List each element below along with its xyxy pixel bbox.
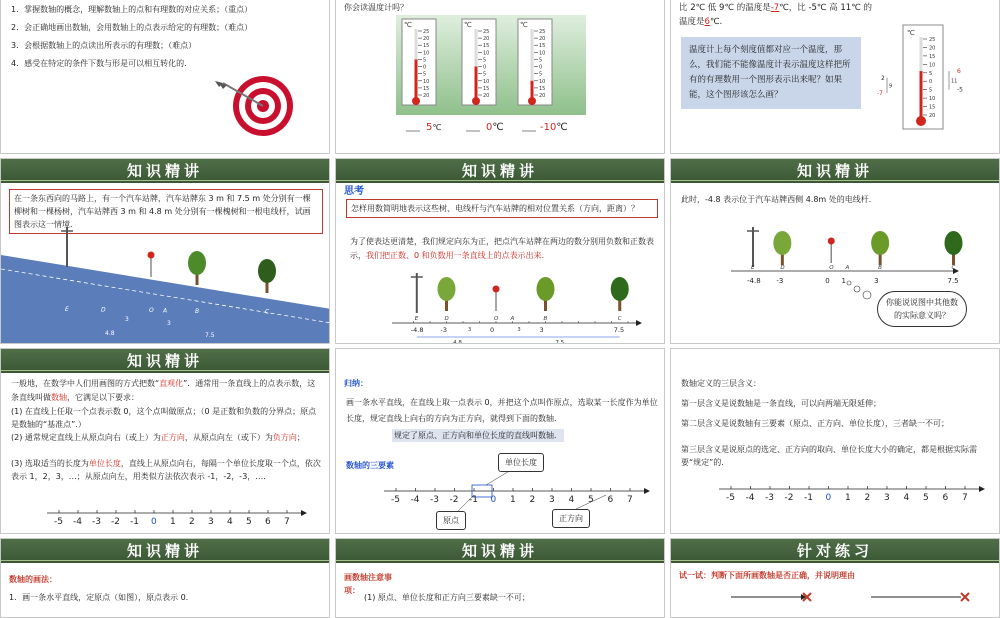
section-banner: 知识精讲: [671, 159, 999, 183]
mercury: [475, 67, 478, 99]
tick-label: 5: [246, 517, 252, 527]
mark-label: 9: [889, 83, 893, 90]
point-label: O: [829, 265, 834, 271]
slide-road-problem[interactable]: [0, 158, 330, 344]
objective-2: 2．会正确地画出数轴，会用数轴上的点表示给定的有理数；（难点）: [11, 23, 253, 32]
road-point-label: C: [265, 308, 270, 316]
tree-icon: [438, 277, 456, 301]
tick-label: -4: [73, 517, 82, 527]
tick-label: 0: [825, 277, 830, 285]
tree-icon: [611, 277, 629, 301]
bus-stop-sign-icon: [148, 252, 155, 259]
span-label: 3: [517, 327, 521, 333]
thermometer-body: [903, 25, 943, 129]
tree-icon: [871, 231, 889, 255]
objective-3: 3．会根据数轴上的点读出所表示的有理数；（难点）: [11, 41, 197, 50]
tick-label: 20: [483, 93, 490, 99]
objective-1: 1．掌握数轴的概念，理解数轴上的点和有理数的对应关系；（重点）: [11, 5, 253, 14]
road-point-label: E: [65, 306, 69, 313]
tick-label: 1: [841, 277, 847, 285]
tick-label: 1: [510, 495, 516, 505]
tick-label: 3: [874, 277, 879, 285]
unit-label: ℃: [464, 21, 472, 29]
tick-label: 15: [929, 104, 936, 111]
section-banner: 知识精讲: [1, 539, 329, 563]
tick-label: 10: [483, 78, 490, 85]
tick-label: 15: [483, 85, 490, 92]
point-label: B: [543, 316, 548, 322]
slide-think[interactable]: [335, 158, 665, 344]
tick-label: 25: [929, 37, 936, 43]
tick-label: 1: [845, 493, 851, 503]
road-point-label: O: [149, 307, 154, 314]
tick-label: -5: [726, 493, 735, 503]
target-icon: [1, 0, 330, 154]
number-line: [1, 349, 330, 534]
unit-label: ℃: [404, 21, 412, 29]
number-line: [671, 349, 1000, 534]
tree-icon: [188, 251, 206, 275]
slide-temperature-question[interactable]: [670, 0, 1000, 154]
tick-label: 3: [549, 495, 555, 505]
section-banner: 知识精讲: [336, 159, 664, 183]
think-box: 怎样用数简明地表示这些树、电线杆与汽车站牌的相对位置关系（方向，距离）？: [346, 199, 658, 218]
tick-label: 7: [284, 517, 290, 527]
span-label: 4.8: [453, 340, 462, 345]
tick-label: 0: [151, 517, 157, 527]
thermometer-bulb: [412, 97, 420, 105]
meanings-heading: 数轴定义的三层含义：: [681, 379, 761, 388]
tick-label: 5: [923, 493, 929, 503]
tick-label: 10: [539, 50, 546, 57]
tick-label: -3: [776, 277, 784, 285]
tick-label: 6: [607, 495, 614, 505]
point-label: E: [414, 316, 419, 322]
tick-label: -3: [430, 495, 439, 505]
slide-draw-method[interactable]: [0, 538, 330, 618]
bubble-dot: [863, 291, 871, 299]
callout-origin: 原点: [436, 511, 466, 530]
mark-label: 11: [951, 78, 958, 85]
section-banner: 针对练习: [671, 539, 999, 563]
tick-label: 10: [483, 50, 490, 57]
tick-label: 0: [483, 64, 487, 71]
point-label: C: [617, 316, 622, 322]
point-label: O: [494, 316, 499, 322]
slide-summary[interactable]: [335, 348, 665, 534]
tick-label: 20: [539, 93, 546, 99]
tick-label: 15: [423, 43, 430, 50]
tick-label: 15: [929, 53, 936, 60]
span-label: 3: [467, 327, 472, 333]
point-label: D: [444, 316, 449, 322]
bus-stop-sign-icon: [828, 238, 835, 245]
tick-label: 6: [942, 493, 949, 503]
mark-label: 6: [957, 68, 961, 76]
thermometer-question: 你会读温度计吗？: [344, 3, 408, 12]
thermometer-body: [462, 19, 496, 105]
tick-label: -4: [745, 493, 755, 503]
tick-label: 0: [490, 326, 495, 334]
tick-label: -4.8: [747, 277, 761, 285]
mark-label: 2: [881, 74, 885, 82]
tick-label: 7: [962, 493, 968, 503]
tick-label: 10: [423, 50, 430, 57]
arrow-head: [301, 510, 307, 516]
tick-label: -3: [440, 326, 447, 334]
tick-label: 20: [423, 93, 430, 99]
thought-bubble: 你能说说图中其他数的实际意义吗？: [877, 291, 967, 327]
tick-label: -4: [410, 495, 420, 505]
tick-label: 15: [483, 43, 490, 50]
road-point-label: A: [163, 307, 168, 315]
thermometer-bulb: [916, 116, 926, 126]
arrow-head: [636, 320, 642, 326]
tick-label: 7.5: [613, 326, 625, 334]
mercury: [531, 81, 534, 99]
definition-highlight: 规定了原点、正方向和单位长度的直线叫数轴．: [394, 431, 562, 440]
tick-label: 2: [864, 493, 871, 503]
point-label: A: [845, 265, 850, 271]
meaning-text: 此时，-4.8 表示位于汽车站牌西侧 4.8m 处的电线杆．: [681, 195, 877, 204]
tick-label: -4.8: [410, 326, 424, 334]
span-label: 7.5: [555, 340, 565, 345]
tick-label: 25: [483, 29, 490, 35]
tick-label: 5: [539, 71, 543, 78]
tick-label: 0: [539, 64, 543, 71]
tree-icon: [537, 277, 555, 301]
bubble-dot: [854, 286, 860, 292]
tick-label: 10: [423, 78, 430, 85]
tick-label: 4: [568, 495, 575, 505]
slide-three-meanings[interactable]: [670, 348, 1000, 534]
slide-practice[interactable]: [670, 538, 1000, 618]
practice-heading: 试一试：判断下面所画数轴是否正确，并说明理由: [679, 571, 855, 580]
temperature-insight-box: 温度计上每个刻度值都对应一个温度，那么，我们能不能像温度计表示温度这样把所有的有理数用一个图形表示出来呢？如果能，这个图形该怎么画？: [681, 37, 861, 109]
tick-label: 1: [170, 517, 176, 527]
notes-heading: 画数轴注意事项：: [344, 573, 392, 595]
mark-label: -7: [877, 90, 883, 98]
tick-label: 15: [539, 43, 546, 50]
think-paragraph: 为了使表达更清楚，我们规定向东为正，把点汽车站牌在两边的数分别用负数和正数表示，我们把正数、0 和负数用一条直线上的点表示出来．: [350, 237, 654, 260]
unit-label: ℃: [520, 21, 528, 29]
tick-label: 3: [539, 326, 544, 334]
thermometer-bulb: [472, 97, 480, 105]
think-heading: 思考: [344, 186, 364, 197]
slide-objectives[interactable]: [0, 0, 330, 154]
tick-label: -2: [784, 493, 794, 503]
tick-label: -2: [449, 495, 459, 505]
summary-heading: 归纳：: [344, 379, 368, 388]
tick-label: -2: [111, 517, 120, 527]
objective-4: 4．感受在特定的条件下数与形是可以相互转化的．: [11, 59, 193, 68]
reading-3: -10℃: [540, 122, 568, 133]
meaning-2: 第二层含义是说数轴有三要素（原点、正方向、单位长度），三者缺一不可；: [681, 419, 949, 428]
point-label: A: [510, 316, 515, 322]
tick-label: 5: [539, 57, 543, 64]
point-label: E: [751, 265, 755, 271]
tree-icon: [944, 231, 962, 255]
tick-label: -1: [469, 495, 478, 505]
tick-label: 20: [929, 45, 936, 52]
mercury: [415, 59, 418, 99]
tick-label: 4: [227, 517, 233, 527]
summary-paragraph: 画一条水平直线，在直线上取一点表示 0，并把这个点叫作原点，选取某一长度作为单位长度，规定直线上向右的方向为正方向，就得到下面的数轴．: [346, 398, 658, 423]
mercury: [920, 71, 923, 119]
thermometer-body: [518, 19, 552, 105]
arrow-head: [644, 488, 650, 494]
point-label: B: [878, 265, 882, 271]
tick-label: 5: [423, 57, 427, 64]
tick-label: 25: [423, 29, 430, 35]
tick-label: 3: [884, 493, 890, 503]
tick-label: 10: [929, 62, 936, 69]
slide-meaning[interactable]: [670, 158, 1000, 344]
tick-label: 5: [588, 495, 594, 505]
tick-label: 2: [529, 495, 536, 505]
three-elements-heading: 数轴的三要素: [346, 461, 394, 470]
bubble-dot: [847, 281, 851, 285]
requirement-2: (2) 通常规定直线上从原点向右（或上）为正方向，从原点向左（或下）为负方向；: [11, 433, 305, 442]
tick-label: 0: [929, 79, 933, 86]
bus-stop-sign-icon: [493, 286, 500, 293]
tick-label: -3: [92, 517, 101, 527]
tick-label: 2: [189, 517, 195, 527]
tick-label: 3: [208, 517, 214, 527]
tick-label: 7.5: [947, 277, 959, 285]
practice-cross-marks: [671, 539, 1000, 618]
tick-label: 20: [929, 113, 936, 119]
tick-label: 5: [929, 87, 933, 94]
callout-positive-direction: 正方向: [552, 509, 590, 528]
road: [1, 255, 330, 344]
draw-step-1: 1．画一条水平直线，定原点（如图），原点表示 0．: [9, 593, 194, 602]
notes-item-1: (1) 原点、单位长度和正方向三要素缺一不可；: [364, 593, 530, 602]
road-number-line: [336, 159, 665, 344]
problem-box: 在一条东西向的马路上，有一个汽车站牌，汽车站牌东 3 m 和 7.5 m 处分别有一棵柳树和一棵杨树，汽车站牌西 3 m 和 4.8 m 处分别有一棵槐树和一根电线杆，试画图表示这一情境．: [9, 189, 323, 234]
point-label: C: [951, 265, 956, 271]
tick-label: 20: [483, 36, 490, 43]
tick-label: 6: [265, 517, 271, 527]
road-illustration: [1, 159, 330, 344]
temp-question-line: 比 2℃ 低 9℃ 的温度是-7℃，比 -5℃ 高 11℃ 的温度是6℃.: [679, 3, 872, 27]
tick-label: 15: [539, 85, 546, 92]
tick-label: 15: [423, 85, 430, 92]
section-banner: 知识精讲: [336, 539, 664, 563]
tick-label: 10: [929, 96, 936, 103]
tick-label: -1: [804, 493, 813, 503]
tick-label: 4: [903, 493, 910, 503]
slide-thermometers[interactable]: [335, 0, 665, 154]
tick-label: 5: [929, 70, 933, 77]
definition-paragraph: 一般地，在数学中人们用画图的方式把数“直观化”．通常用一条直线上的点表示数，这条直线叫做数轴，它满足以下要求：: [11, 379, 316, 402]
tick-label: -5: [54, 517, 63, 527]
number-line-elements: [336, 349, 665, 534]
thermometer-bulb: [528, 97, 536, 105]
draw-heading: 数轴的画法：: [9, 575, 57, 584]
tick-label: 0: [423, 64, 427, 71]
distance-label: 7.5: [205, 332, 215, 339]
tick-label: 20: [539, 36, 546, 43]
distance-label: 3: [125, 316, 129, 323]
requirement-1: (1) 在直线上任取一个点表示数 0，这个点叫做原点；（0 是正数和负数的分界点；原点是数轴的“基准点”.）: [11, 407, 317, 429]
mark-label: -5: [957, 86, 963, 94]
tick-label: -1: [130, 517, 139, 527]
point-label: D: [780, 265, 785, 271]
thermometer-body: [402, 19, 436, 105]
tick-label: 20: [423, 36, 430, 43]
tick-label: 5: [483, 57, 487, 64]
tick-label: -3: [765, 493, 774, 503]
tick-label: 5: [423, 71, 427, 78]
tree-icon: [258, 259, 276, 283]
section-banner: 知识精讲: [1, 349, 329, 373]
number-thermometer: [671, 0, 1000, 154]
callout-unit-length: 单位长度: [498, 453, 544, 472]
tick-label: 25: [539, 29, 546, 35]
tick-label: 0: [825, 493, 832, 503]
meaning-3: 第三层含义是说原点的选定、正方向的取向、单位长度大小的确定，都是根据实际需要“规定”的．: [681, 445, 977, 467]
tick-label: 0: [490, 495, 497, 505]
tick-label: 10: [539, 78, 546, 85]
requirement-3: (3) 选取适当的长度为单位长度，直线上从原点向右，每隔一个单位长度取一个点，依次表示 1，2，3，…；从原点向左，用类似方法依次表示 -1，-2，-3，…．: [11, 459, 321, 481]
arrow-head: [979, 486, 985, 492]
road-point-label: D: [101, 306, 106, 314]
meaning-1: 第一层含义是说数轴是一条直线，可以向两端无限延伸；: [681, 399, 881, 408]
slide-definition[interactable]: [0, 348, 330, 534]
distance-label: 3: [167, 320, 171, 327]
tick-label: 7: [627, 495, 633, 505]
distance-label: 4.8: [105, 330, 115, 337]
tree-icon: [773, 231, 791, 255]
unit-label: ℃: [907, 29, 915, 37]
tick-label: -5: [391, 495, 400, 505]
section-banner: 知识精讲: [1, 159, 329, 183]
reading-2: 0℃: [486, 122, 504, 133]
slide-draw-notes[interactable]: [335, 538, 665, 618]
road-point-label: B: [195, 308, 200, 315]
tick-label: 5: [483, 71, 487, 78]
reading-1: 5℃: [426, 122, 442, 133]
